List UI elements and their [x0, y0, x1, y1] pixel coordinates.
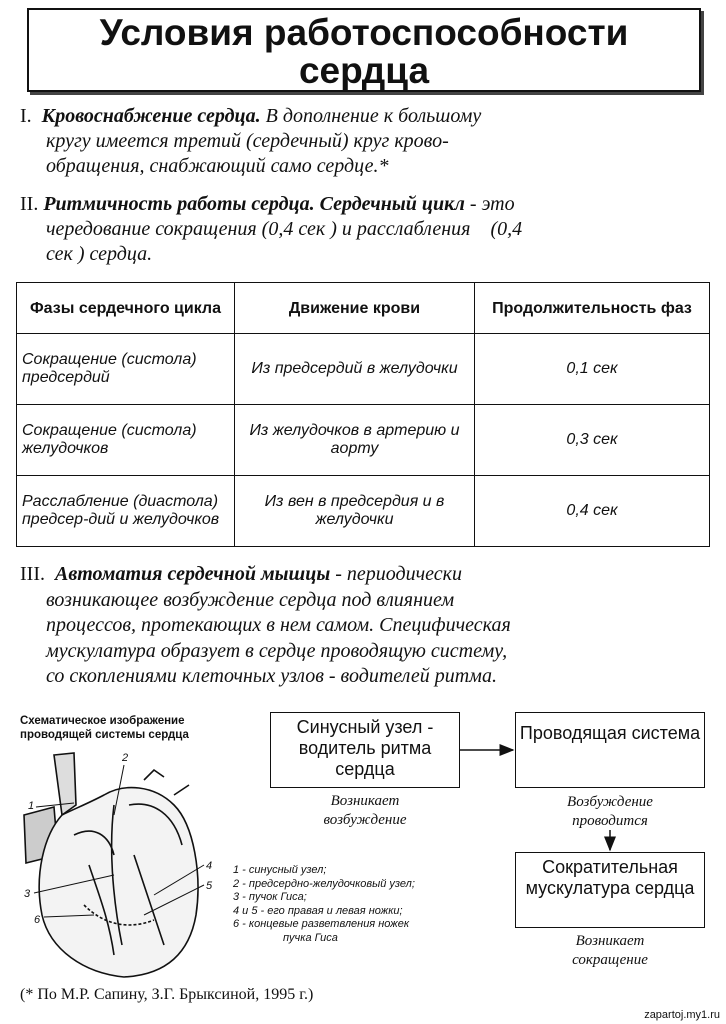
section-3-text-1: - периодически — [330, 563, 462, 585]
table-header-phase: Фазы сердечного цикла — [17, 283, 235, 334]
diagram-label-2: 2 — [122, 752, 129, 764]
section-3-text-3: процессов, протекающих в нем самом. Специфическая — [46, 614, 511, 636]
legend-item: 3 - пучок Гиса; — [233, 891, 307, 903]
section-1-heading: Кровоснабжение сердца. — [41, 105, 261, 127]
diagram-label-6: 6 — [34, 914, 41, 926]
section-2-text-3: сек ) сердца. — [46, 243, 153, 265]
flow-caption-2: Возбуждение проводится — [567, 794, 653, 829]
diagram-title-line-2: проводящей системы сердца — [20, 729, 189, 741]
table-cell-movement: Из вен в предсердия и в желудочки — [235, 476, 475, 547]
section-1-numeral: I. — [20, 105, 32, 127]
section-3-text-4: мускулатура образует в сердце проводящую систему, — [46, 639, 508, 662]
conduction-system-text: Проводящая система — [519, 723, 701, 743]
table-cell-phase: Сокращение (систола) предсердий — [17, 334, 235, 405]
diagram-label-3: 3 — [24, 888, 31, 900]
table-header-duration: Продолжительность фаз — [475, 283, 710, 334]
section-3-text-5: со скоплениями клеточных узлов - водителей ритма. — [46, 665, 497, 687]
contractile-muscle-text: Сократительная мускулатура сердца — [525, 857, 695, 898]
watermark: zapartoj.my1.ru — [644, 1009, 720, 1021]
legend-item: пучка Гиса — [283, 931, 338, 944]
title-line-2: сердца — [298, 50, 430, 91]
section-3-heading: Автоматия сердечной мышцы — [54, 563, 331, 585]
diagram-label-5: 5 — [206, 880, 213, 892]
section-2-numeral: II. — [20, 193, 39, 215]
legend-item: 4 и 5 - его правая и левая ножки; — [233, 904, 403, 917]
diagram-title-line-1: Схематическое изображение — [20, 715, 185, 727]
section-2-text-2: чередование сокращения (0,4 сек ) и расслабления (0,4 — [46, 218, 523, 240]
table-cell-duration: 0,1 сек — [475, 334, 710, 405]
flow-caption-3: Возникает сокращение — [572, 933, 648, 968]
flow-caption-1: Возникает возбуждение — [323, 793, 407, 828]
table-cell-duration: 0,3 сек — [475, 405, 710, 476]
table-cell-movement: Из предсердий в желудочки — [235, 334, 475, 405]
legend-item: 1 - синусный узел; — [233, 864, 327, 876]
diagram-label-4: 4 — [206, 860, 213, 872]
diagram-label-1: 1 — [28, 800, 35, 812]
table-cell-phase: Сокращение (систола) желудочков — [17, 405, 235, 476]
title-line-1: Условия работоспособности — [99, 12, 629, 53]
section-1-text-2: кругу имеется третий (сердечный) круг крово- — [46, 130, 449, 152]
section-1-text-1: В дополнение к большому — [260, 105, 482, 127]
table-cell-movement: Из желудочков в артерию и аорту — [235, 405, 475, 476]
legend-item: 6 - концевые разветвления ножек — [233, 918, 410, 930]
sinus-node-text: Синусный узел - водитель ритма сердца — [296, 717, 434, 779]
table-cell-duration: 0,4 сек — [475, 476, 710, 547]
section-2-heading: Ритмичность работы сердца. Сердечный цикл — [43, 193, 465, 215]
section-3-numeral: III. — [20, 563, 45, 585]
section-2-text-1: - это — [464, 193, 515, 215]
legend-item: 2 - предсердно-желудочковый узел; — [233, 877, 415, 890]
table-cell-phase: Расслабление (диастола) предсер-дий и желудочков — [17, 476, 235, 547]
table-header-movement: Движение крови — [235, 283, 475, 334]
section-3-text-2: возникающее возбуждение сердца под влиянием — [46, 588, 455, 611]
footnote: (* По М.Р. Сапину, З.Г. Брыксиной, 1995 г.) — [20, 986, 314, 1003]
section-1-text-3: обращения, снабжающий само сердце.* — [46, 155, 389, 177]
